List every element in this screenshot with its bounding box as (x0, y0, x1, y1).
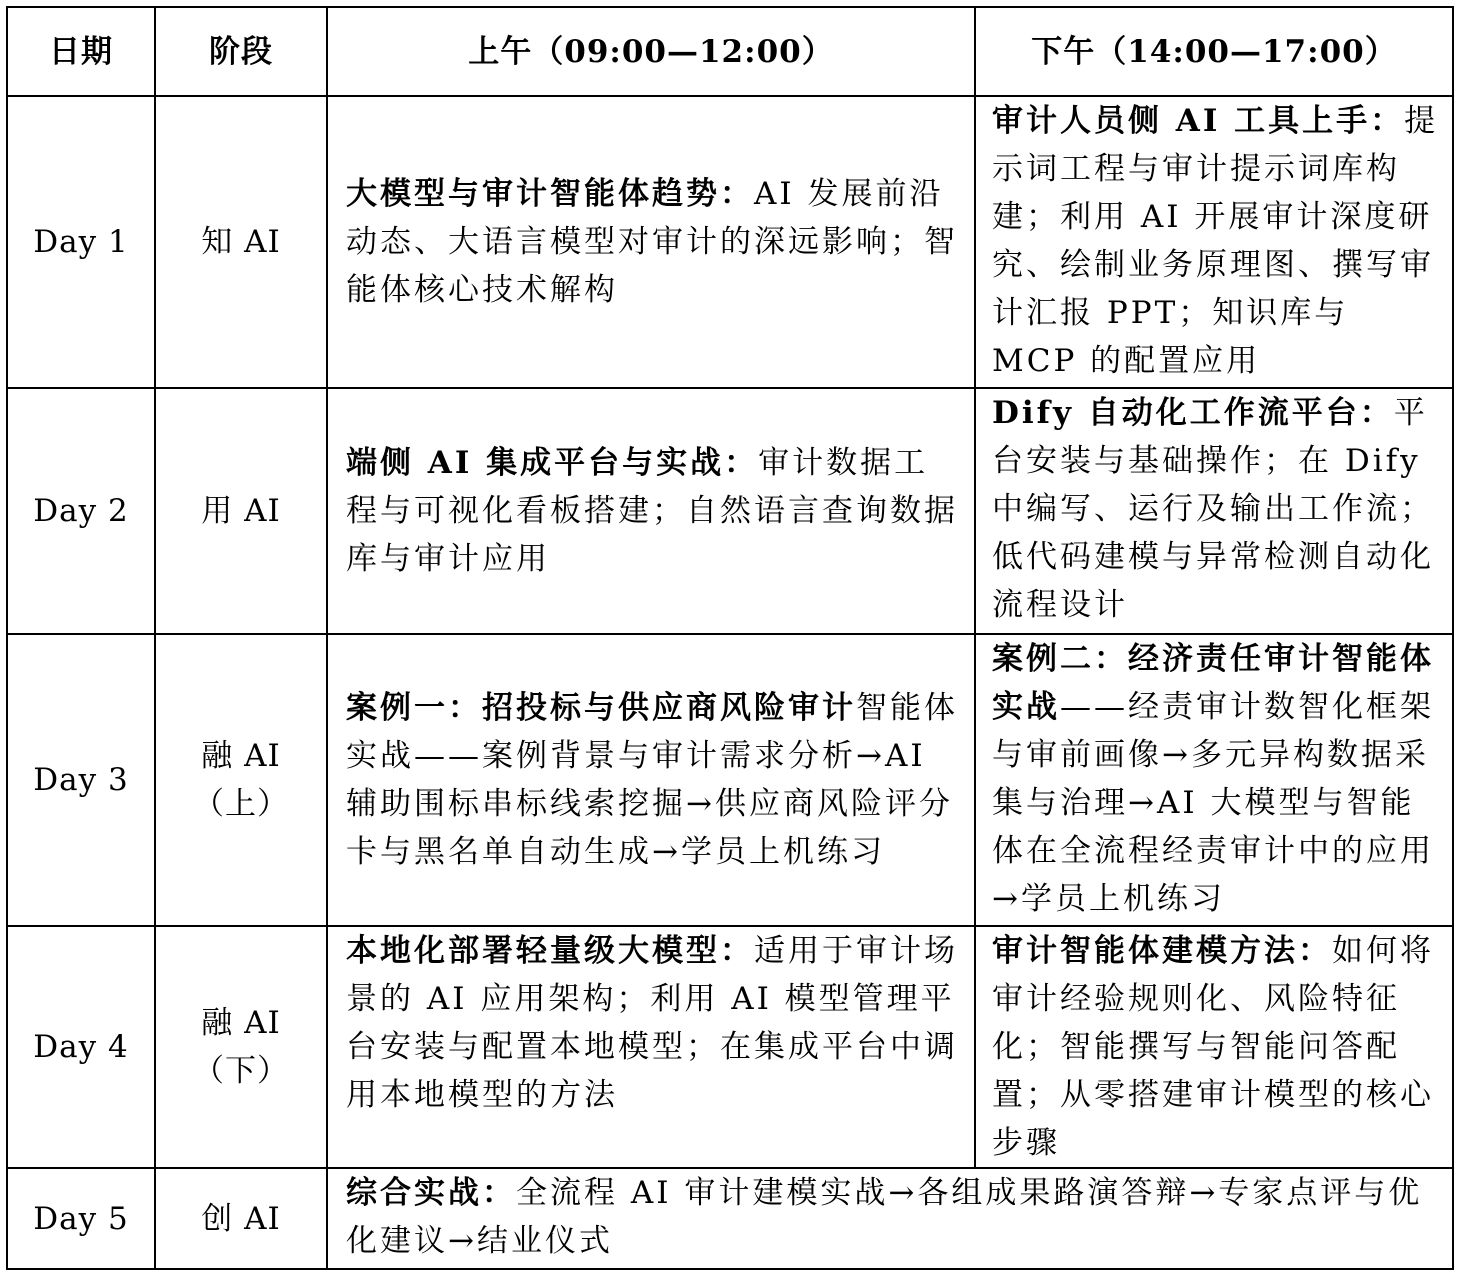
stage-line1: 融 AI (201, 1005, 281, 1041)
morning-text: 智能体实战——案例背景与审计需求分析→AI 辅助围标串标线索挖掘→供应商风险评分卡与黑名单自动生成→学员上机练习 (346, 690, 958, 870)
afternoon-title: Dify 自动化工作流平台： (992, 395, 1394, 431)
table-row-day4 (7, 926, 1453, 1168)
morning-cell (327, 926, 975, 1168)
stage-cell (155, 634, 327, 926)
training-schedule-table (6, 6, 1454, 1270)
day-cell: Day 2 (7, 388, 155, 634)
morning-cell (327, 96, 975, 388)
day-cell: Day 4 (7, 926, 155, 1168)
header-morning: 上午（09:00—12:00） (327, 7, 975, 96)
morning-title: 大模型与审计智能体趋势： (346, 176, 754, 212)
morning-cell (327, 634, 975, 926)
table-row-day2 (7, 388, 1453, 634)
morning-cell (327, 388, 975, 634)
morning-title: 案例一：招投标与供应商风险审计 (346, 690, 856, 726)
morning-text: 审计数据工程与可视化看板搭建；自然语言查询数据库与审计应用 (346, 445, 958, 577)
afternoon-title: 审计智能体建模方法： (992, 933, 1332, 969)
stage-cell: 创 AI (155, 1168, 327, 1269)
full-day-cell (327, 1168, 1453, 1269)
morning-text: AI 发展前沿动态、大语言模型对审计的深远影响；智能体核心技术解构 (346, 176, 958, 308)
table-row-day3 (7, 634, 1453, 926)
stage-cell: 用 AI (155, 388, 327, 634)
morning-title: 端侧 AI 集成平台与实战： (346, 445, 759, 481)
afternoon-cell (975, 926, 1453, 1168)
table-row-day1 (7, 96, 1453, 388)
header-stage: 阶段 (155, 7, 327, 96)
header-row (7, 7, 1453, 96)
header-date: 日期 (7, 7, 155, 96)
afternoon-text: ——经责审计数智化框架与审前画像→多元异构数据采集与治理→AI 大模型与智能体在全流程经责审计中的应用→学员上机练习 (992, 689, 1434, 917)
afternoon-text: 平台安装与基础操作；在 Dify 中编写、运行及输出工作流；低代码建模与异常检测自动化流程设计 (992, 395, 1434, 623)
afternoon-cell (975, 634, 1453, 926)
day-cell: Day 1 (7, 96, 155, 388)
stage-cell (155, 926, 327, 1168)
header-afternoon: 下午（14:00—17:00） (975, 7, 1453, 96)
stage-cell: 知 AI (155, 96, 327, 388)
afternoon-text: 提示词工程与审计提示词库构建；利用 AI 开展审计深度研究、绘制业务原理图、撰写审计汇报 PPT；知识库与 MCP 的配置应用 (992, 103, 1439, 379)
stage-line2: （下） (193, 1053, 289, 1089)
full-day-title: 综合实战： (346, 1175, 516, 1211)
afternoon-title: 案例二：经济责任审计智能体实战 (992, 641, 1434, 725)
full-day-text: 全流程 AI 审计建模实战→各组成果路演答辩→专家点评与优化建议→结业仪式 (346, 1175, 1423, 1259)
stage-line2: （上） (193, 786, 289, 822)
afternoon-cell (975, 388, 1453, 634)
afternoon-cell (975, 96, 1453, 388)
morning-title: 本地化部署轻量级大模型： (346, 933, 754, 969)
stage-line1: 融 AI (201, 738, 281, 774)
afternoon-text: 如何将审计经验规则化、风险特征化；智能撰写与智能问答配置；从零搭建审计模型的核心步骤 (992, 933, 1434, 1161)
table-row-day5 (7, 1168, 1453, 1269)
day-cell: Day 5 (7, 1168, 155, 1269)
morning-text: 适用于审计场景的 AI 应用架构；利用 AI 模型管理平台安装与配置本地模型；在集成平台中调用本地模型的方法 (346, 933, 958, 1113)
day-cell: Day 3 (7, 634, 155, 926)
afternoon-title: 审计人员侧 AI 工具上手： (992, 103, 1405, 139)
